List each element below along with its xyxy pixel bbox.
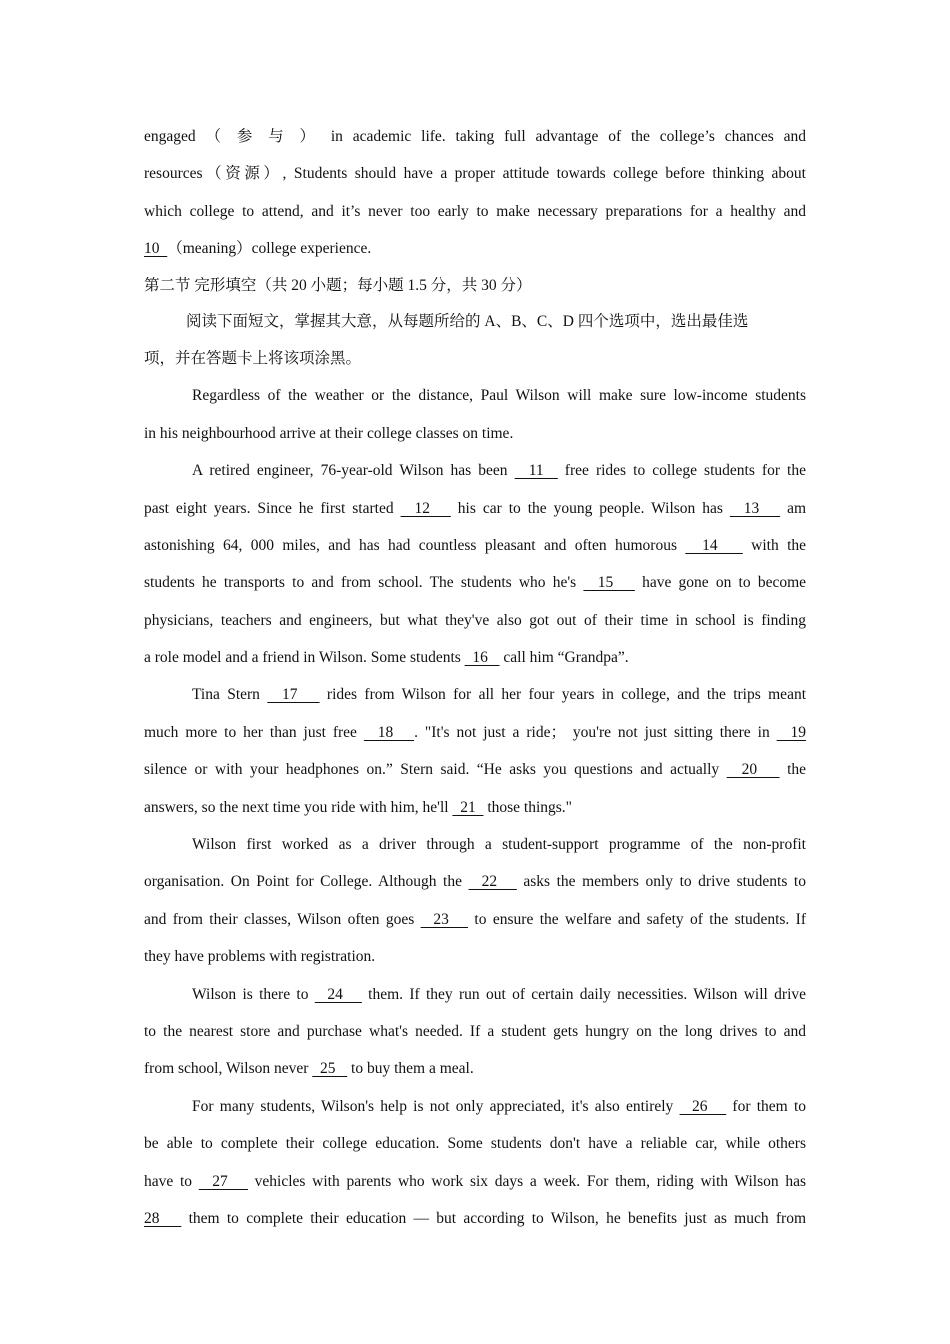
text-line: which college to attend, and it’s never too early to make necessary preparations for a healthy and [144,202,806,220]
answer-blank: 16 [464,649,500,667]
text-line: physicians, teachers and engineers, but what they've also got out of their time in school is finding [144,611,806,629]
answer-blank: 25 [312,1060,348,1078]
text-line: organisation. On Point for College. Although the 22 asks the members only to drive students to [144,873,806,891]
text-line: from school, Wilson never 25 to buy them a meal. [144,1060,474,1078]
text-line: resources（资源）, Students should have a proper attitude towards college before thinking about [144,165,806,183]
answer-blank: 19 [776,723,807,741]
answer-blank: 14 [685,536,743,554]
text-line: past eight years. Since he first started 12 his car to the young people. Wilson has 13 am [144,499,807,517]
text-line: Regardless of the weather or the distance, Paul Wilson will make sure low-income students [192,387,806,405]
answer-blank: 17 [267,686,320,704]
instruction-line: 项，并在答题卡上将该项涂黑。 [144,349,362,367]
text-line: astonishing 64, 000 miles, and has had countless pleasant and often humorous 14 with the [144,536,807,554]
text-line: 10 （meaning）college experience. [144,240,372,258]
text-line: in his neighbourhood arrive at their college classes on time. [144,424,514,442]
text-line: have to 27 vehicles with parents who work six days a week. For them, riding with Wilson has [144,1172,806,1190]
answer-blank: 28 [144,1209,182,1227]
answer-blank: 13 [729,499,781,517]
text-line: Wilson is there to 24 them. If they run out of certain daily necessities. Wilson will drive [192,985,806,1003]
text-line: answers, so the next time you ride with him, he'll 21 those things." [144,798,573,816]
answer-blank: 26 [679,1097,727,1115]
answer-blank: 23 [420,910,469,928]
text-line: they have problems with registration. [144,948,376,966]
text-line: much more to her than just free 18 . "It's not just a ride； you're not just sitting there in 19 [144,723,807,741]
text-line: a role model and a friend in Wilson. Some students 16 call him “Grandpa”. [144,649,629,667]
answer-blank: 22 [468,873,517,891]
answer-blank: 21 [452,798,484,816]
document-page [144,118,806,1237]
answer-blank: 20 [726,761,780,779]
text-line: 28 them to complete their education — but according to Wilson, he benefits just as much from [144,1209,806,1227]
text-line: be able to complete their college education. Some students don't have a reliable car, while others [144,1135,806,1153]
answer-blank: 18 [363,723,415,741]
answer-blank: 24 [314,985,362,1003]
text-line: silence or with your headphones on.” Stern said. “He asks you questions and actually 20 the [144,761,807,779]
text-line: A retired engineer, 76-year-old Wilson has been 11 free rides to college students for the [192,462,806,480]
text-line: to the nearest store and purchase what's needed. If a student gets hungry on the long drives to and [144,1022,806,1040]
answer-blank: 10 [144,240,168,258]
text-line: For many students, Wilson's help is not only appreciated, it's also entirely 26 for them to [192,1097,807,1115]
answer-blank: 27 [198,1172,248,1190]
answer-blank: 11 [514,462,558,480]
answer-blank: 15 [583,574,635,592]
text-line: Tina Stern 17 rides from Wilson for all her four years in college, and the trips meant [192,686,807,704]
text-line: students he transports to and from school. The students who he's 15 have gone on to become [144,574,807,592]
text-line: engaged （ 参 与 ） in academic life. taking full advantage of the college’s chances and [144,128,806,145]
text-line: Wilson first worked as a driver through a student-support programme of the non-profit [192,836,806,854]
answer-blank: 12 [400,499,451,517]
instruction-line: 阅读下面短文，掌握其大意，从每题所给的 A、B、C、D 四个选项中，选出最佳选 [186,312,749,330]
section-heading: 第二节 完形填空（共 20 小题；每小题 1.5 分，共 30 分） [144,276,532,294]
text-line: and from their classes, Wilson often goes 23 to ensure the welfare and safety of the students. If [144,910,807,928]
